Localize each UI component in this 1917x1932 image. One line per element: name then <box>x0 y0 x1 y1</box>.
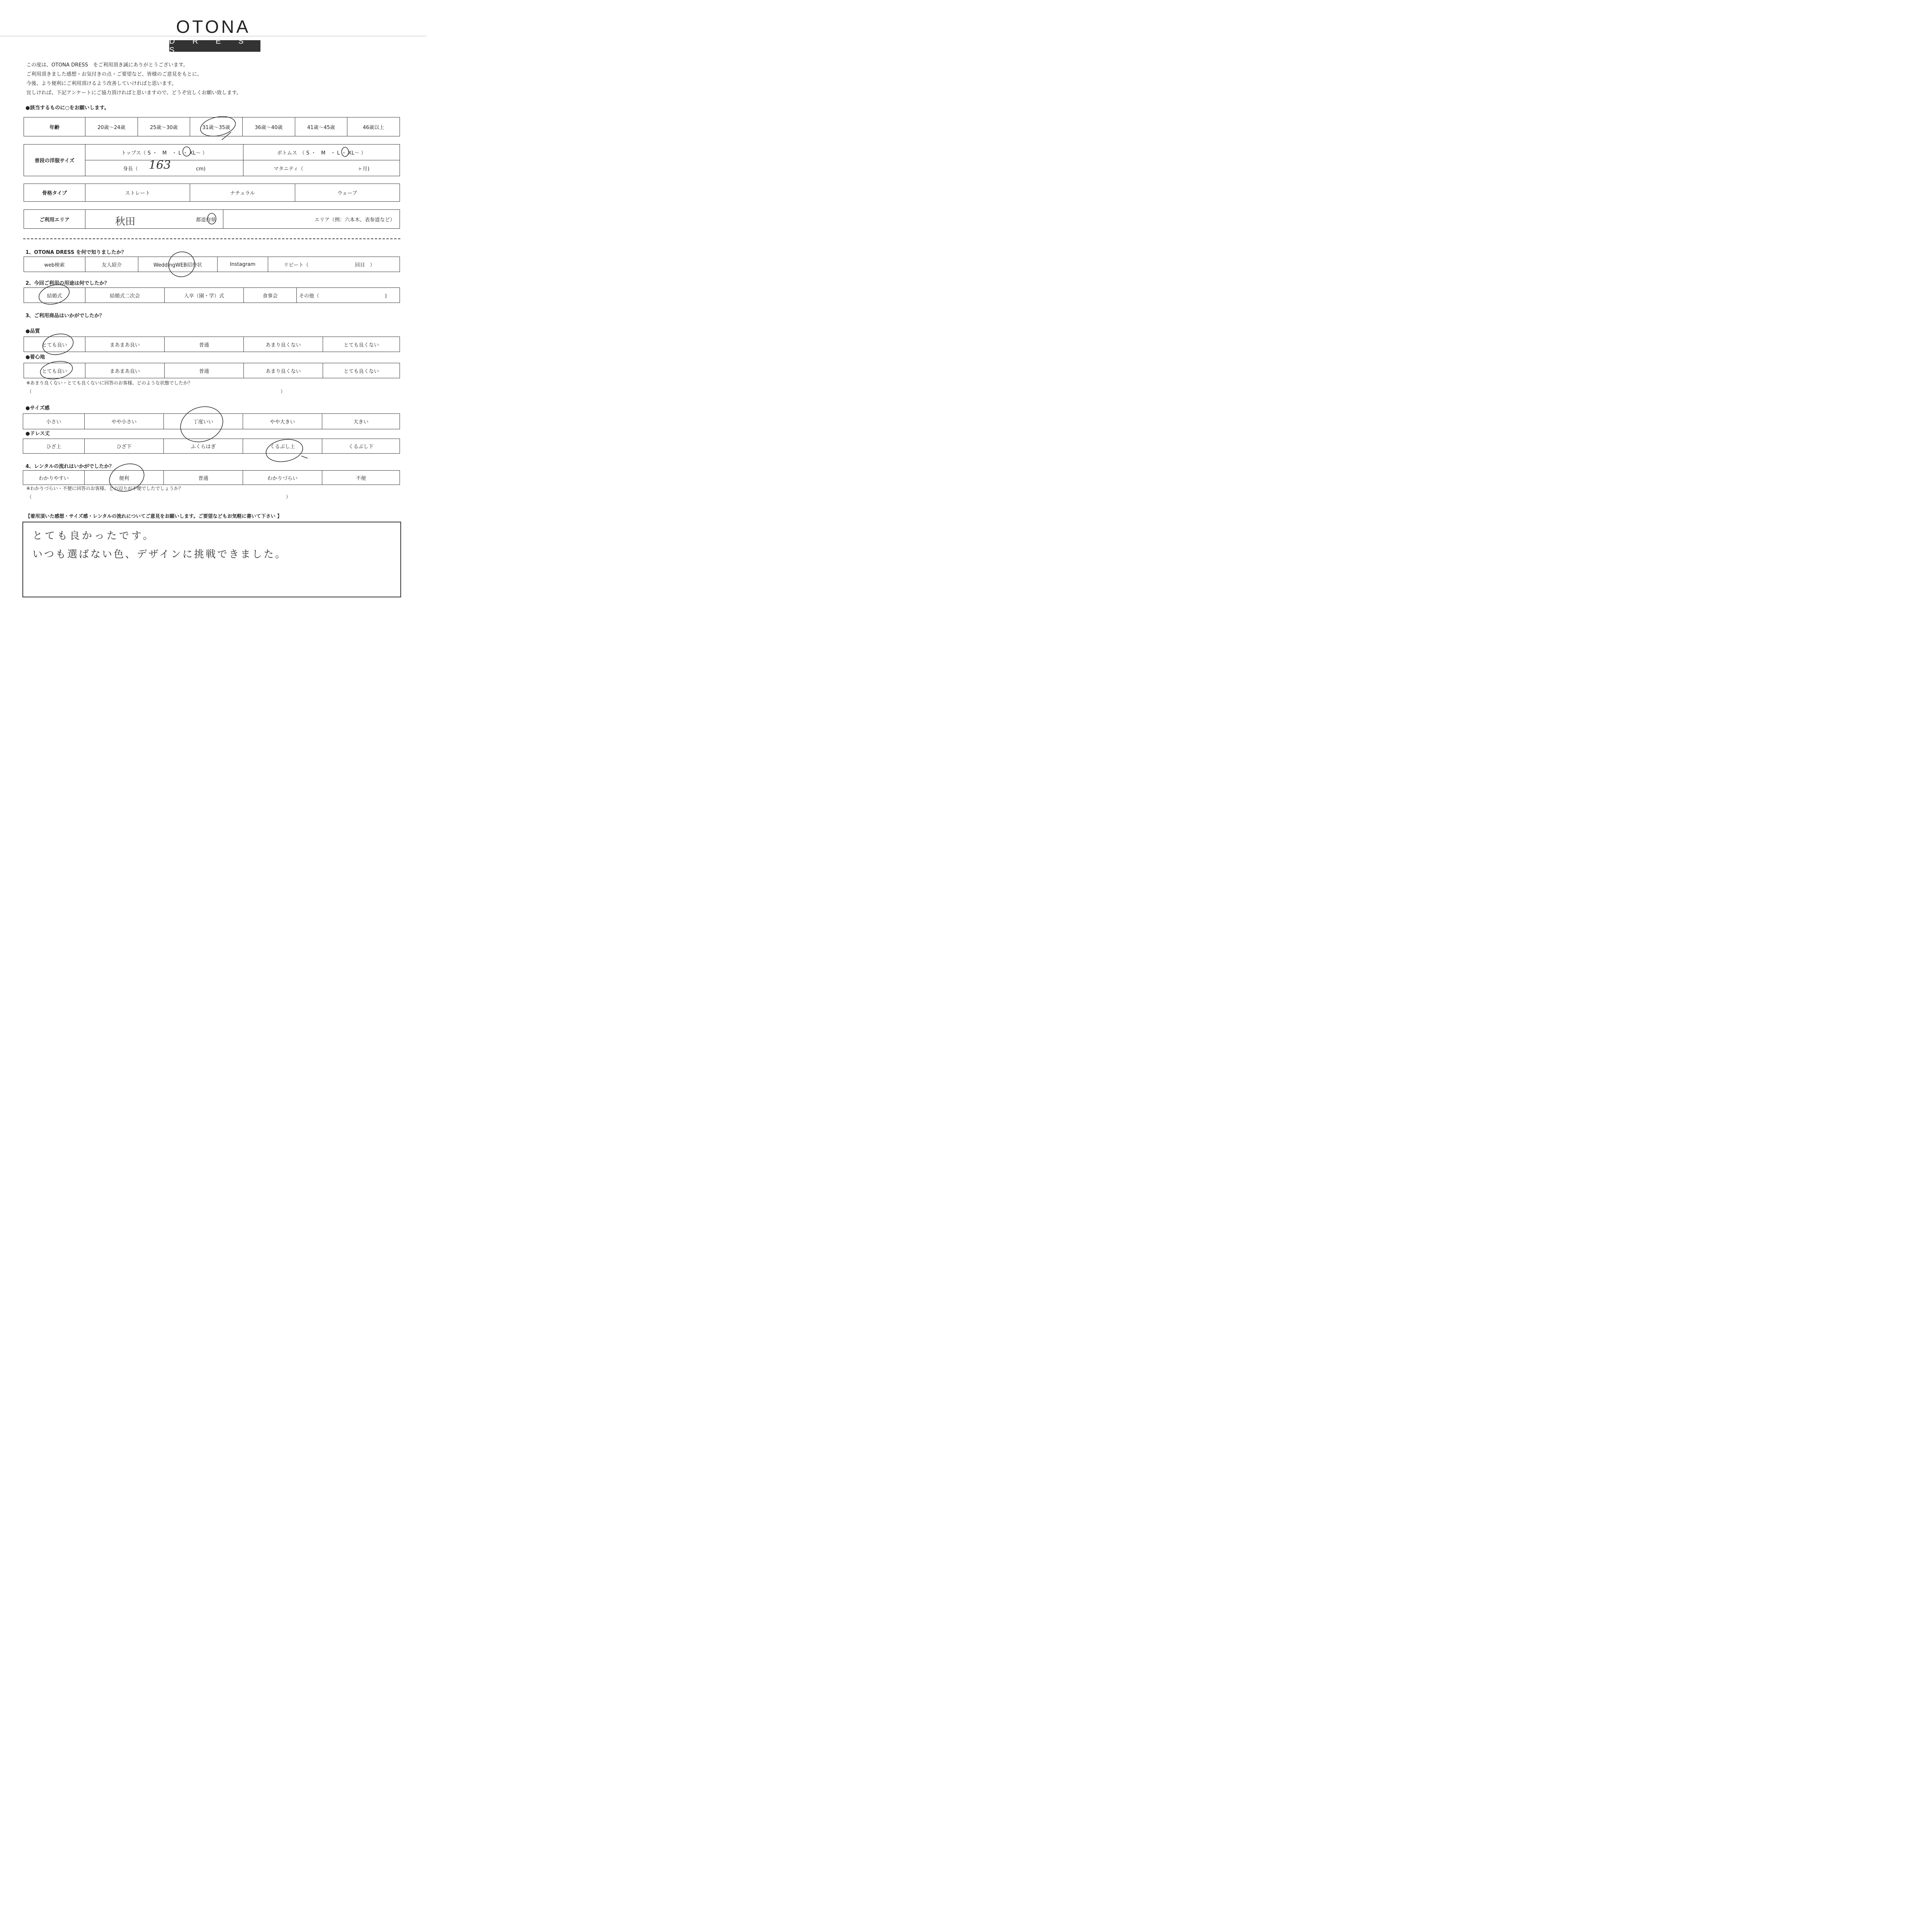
repeat-count: 回目 ） <box>355 262 375 268</box>
selected-q1-circle <box>165 248 198 280</box>
fit-option[interactable]: 大きい <box>322 414 400 429</box>
prefecture-label: 都道府県 <box>196 217 216 223</box>
selected-q2-circle <box>37 281 71 307</box>
age-option[interactable]: 25歳～30歳 <box>138 117 190 136</box>
maternity-label: マタニティ（ <box>273 166 303 172</box>
intro-line: 今後、より便利にご利用頂けるよう改善していければと思います。 <box>26 81 177 87</box>
comfort-option[interactable]: とても良くない <box>323 363 400 378</box>
q1-option[interactable]: WeddingWEB招待状 <box>138 257 218 272</box>
comfort-label: ●着心地 <box>26 354 45 360</box>
maternity-unit: ヶ月) <box>357 166 370 172</box>
q3-title: 3、ご利用商品はいかがでしたか？ <box>26 313 105 319</box>
length-option[interactable]: ひざ下 <box>85 439 164 454</box>
length-option[interactable]: くるぶし上 <box>243 439 322 454</box>
area-field[interactable]: エリア（例：六本木、表参道など） <box>223 210 400 229</box>
selected-fit-circle <box>175 401 228 448</box>
q2-option[interactable]: 食事会 <box>244 288 297 303</box>
brand-logo: OTONA <box>176 17 251 37</box>
quality-option[interactable]: 普通 <box>165 337 244 352</box>
q2-option[interactable]: 結婚式二次会 <box>85 288 165 303</box>
q3-paren-open: （ <box>27 389 32 394</box>
q4-paren-close: ） <box>286 494 291 500</box>
fit-option[interactable]: 小さい <box>23 414 85 429</box>
other-label: その他（ <box>299 293 320 299</box>
intro-line: ご利用頂きました感想・お気付きの点・ご要望など、皆様のご意見をもとに、 <box>26 71 202 77</box>
q2-option[interactable]: 入卒（園・学）式 <box>165 288 244 303</box>
length-label: ●ドレス丈 <box>26 431 50 437</box>
q2-title: 2、今回ご利用の用途は何でしたか？ <box>26 281 110 286</box>
q4-option[interactable]: 普通 <box>164 471 243 485</box>
q2-option[interactable]: 結婚式 <box>24 288 85 303</box>
age-option[interactable]: 41歳～45歳 <box>295 117 347 136</box>
age-option[interactable]: 36歳～40歳 <box>242 117 295 136</box>
size-label: 普段の洋服サイズ <box>24 145 85 176</box>
selected-q4-circle <box>105 459 148 496</box>
fit-option[interactable]: 丁度いい <box>164 414 243 429</box>
tops-size[interactable]: トップス（ S ・ M ・ L ・ XL～ ） <box>85 145 243 160</box>
selected-age-circle <box>199 114 237 139</box>
intro-line: この度は、OTONA DRESS をご利用頂き誠にありがとうございます。 <box>26 62 188 68</box>
comfort-option[interactable]: とても良い <box>24 363 85 378</box>
comfort-option[interactable]: あまり良くない <box>244 363 323 378</box>
q3-paren-close: ） <box>281 389 286 394</box>
quality-option[interactable]: まあまあ良い <box>85 337 165 352</box>
fit-option[interactable]: やや小さい <box>85 414 164 429</box>
selected-length-circle <box>264 437 304 464</box>
frame-option[interactable]: ストレート <box>85 184 190 202</box>
age-option[interactable]: 20歳～24歳 <box>85 117 138 136</box>
quality-option[interactable]: とても良くない <box>323 337 400 352</box>
age-option[interactable]: 46歳以上 <box>347 117 400 136</box>
quality-label: ●品質 <box>26 328 40 334</box>
bottoms-size[interactable]: ボトムス （ S ・ M ・ L ・ XL～ ） <box>243 145 400 160</box>
length-option[interactable]: ふくらはぎ <box>164 439 243 454</box>
length-option[interactable]: くるぶし下 <box>322 439 400 454</box>
fit-option[interactable]: やや大きい <box>243 414 322 429</box>
selected-quality-circle <box>41 331 75 357</box>
brand-subtitle: D R E S S <box>169 40 260 52</box>
selection-marks <box>0 0 427 603</box>
quality-option[interactable]: あまり良くない <box>244 337 323 352</box>
age-label: 年齢 <box>24 117 85 136</box>
q1-option[interactable]: Instagram <box>218 257 268 272</box>
instruction: ●該当するものに○をお願いします。 <box>26 105 109 111</box>
q4-paren-open: （ <box>27 494 32 500</box>
handwritten-height: 163 <box>149 158 171 172</box>
quality-option[interactable]: とても良い <box>24 337 85 352</box>
fit-label: ●サイズ感 <box>26 405 50 411</box>
q3-note: ※あまり良くない・とても良くないに回答のお客様、どのような状態でしたか？ <box>26 380 193 386</box>
handwritten-comment-line: とても良かったです。 <box>32 530 155 542</box>
handwritten-comment-line: いつも選ばない色、デザインに挑戦できました。 <box>32 549 287 560</box>
other-close: ) <box>385 293 387 299</box>
length-option[interactable]: ひざ上 <box>23 439 85 454</box>
comfort-option[interactable]: 普通 <box>165 363 244 378</box>
frame-option[interactable]: ナチュラル <box>190 184 295 202</box>
frame-label: 骨格タイプ <box>24 184 85 202</box>
q1-title: 1、OTONA DRESS を何で知りましたか？ <box>26 250 126 255</box>
repeat-label: リピート（ <box>284 262 309 268</box>
height-label: 身長（ <box>123 166 138 172</box>
handwritten-prefecture: 秋田 <box>115 216 136 228</box>
comments-heading: 【着用頂いた感想・サイズ感・レンタルの流れについてご意見をお願いします。ご要望などもお気軽に書いて下さい 】 <box>26 513 282 519</box>
intro-line: 宜しければ、下記アンケートにご協力頂ければと思いますので、どうぞ宜しくお願い致します。 <box>26 90 242 96</box>
selected-bottoms-circle <box>342 147 349 156</box>
area-label: ご利用エリア <box>24 210 85 229</box>
selected-length-tail <box>301 456 308 458</box>
q1-option[interactable]: web検索 <box>24 257 85 272</box>
q4-option[interactable]: わかりづらい <box>243 471 322 485</box>
selected-prefecture-circle <box>208 213 216 224</box>
q4-option[interactable]: 便利 <box>85 471 164 485</box>
q4-note: ※わかりづらい・不便に回答のお客様、どの辺りが不便でしたでしょうか？ <box>26 486 184 491</box>
selected-comfort-circle <box>39 359 74 381</box>
frame-option[interactable]: ウェーブ <box>295 184 400 202</box>
q4-option[interactable]: 不便 <box>322 471 400 485</box>
age-option[interactable]: 31歳～35歳 <box>190 117 243 136</box>
q4-option[interactable]: わかりやすい <box>23 471 85 485</box>
q1-option[interactable]: 友人紹介 <box>85 257 138 272</box>
height-unit: cm) <box>196 166 206 172</box>
comfort-option[interactable]: まあまあ良い <box>85 363 165 378</box>
q4-title: 4、レンタルの流れはいかがでしたか？ <box>26 464 114 469</box>
selected-tops-circle <box>183 147 191 156</box>
